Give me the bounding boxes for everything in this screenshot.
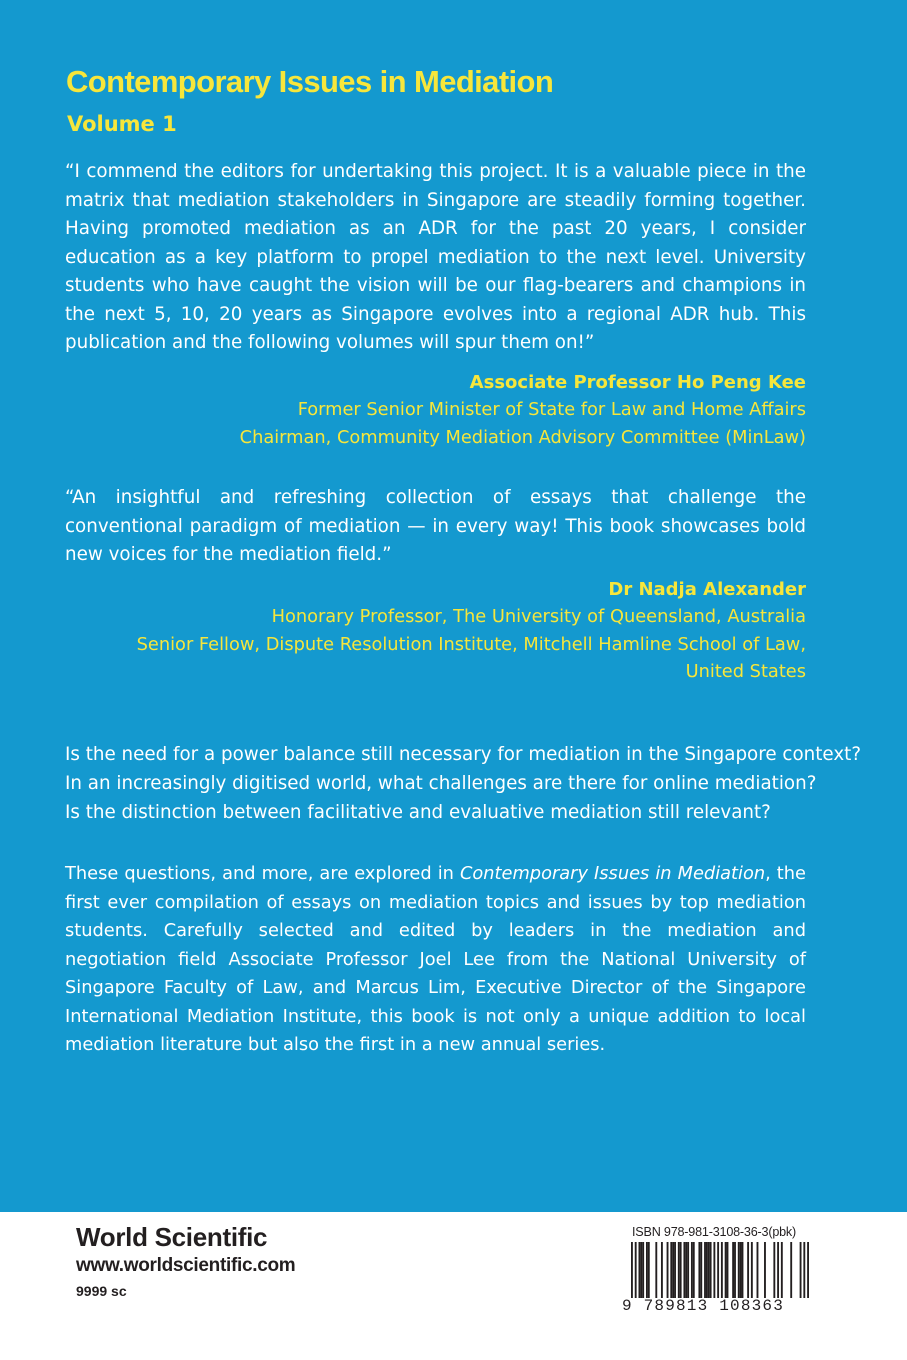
barcode-bar <box>710 1242 712 1298</box>
barcode-bar <box>698 1242 700 1298</box>
barcode-bar <box>721 1242 723 1298</box>
barcode-bar <box>700 1242 702 1298</box>
isbn-barcode <box>631 1242 809 1298</box>
description-body: , the first ever compilation of essays on mediation topics and issues by top mediation students. Carefully selected and edited by leaders in the mediation and negotiation field Associate Professor Joel Lee from the National University of Singapore Faculty of Law, and Marcus Lim, Executive Director of the Singapore International Mediation Institute, this book is not only a unique addition to local mediation literature but also the first in a new annual series. <box>65 863 806 1055</box>
endorser-name-2: Dr Nadja Alexander <box>608 579 806 600</box>
barcode-bar <box>693 1242 695 1298</box>
barcode-bar <box>683 1242 685 1298</box>
publisher-name: World Scientific <box>76 1222 268 1252</box>
endorser-title-5: United States <box>685 661 806 682</box>
barcode-bar <box>691 1242 693 1298</box>
barcode-bar <box>751 1242 753 1298</box>
isbn-label: ISBN 978-981-3108-36-3(pbk) <box>632 1225 797 1239</box>
barcode-digits: 9 789813 108363 <box>622 1297 785 1315</box>
endorser-title-4: Senior Fellow, Dispute Resolution Institute, Mitchell Hamline School of Law, <box>136 634 806 655</box>
barcode-bar <box>680 1242 682 1298</box>
barcode-bar <box>672 1242 674 1298</box>
barcode-bar <box>757 1242 759 1298</box>
question-3: Is the distinction between facilitative and evaluative mediation still relevant? <box>65 802 771 823</box>
barcode-bar <box>800 1242 802 1298</box>
barcode-bar <box>678 1242 680 1298</box>
barcode-bar <box>713 1242 715 1298</box>
barcode-bar <box>742 1242 744 1298</box>
barcode-bar <box>747 1242 749 1298</box>
barcode-bar <box>648 1242 650 1298</box>
barcode-bar <box>764 1242 766 1298</box>
barcode-bar <box>738 1242 740 1298</box>
barcode-bar <box>717 1242 719 1298</box>
question-1: Is the need for a power balance still necessary for mediation in the Singapore context? <box>65 744 862 765</box>
book-title: Contemporary Issues in Mediation <box>66 64 554 99</box>
barcode-bar <box>803 1242 805 1298</box>
barcode-bar <box>687 1242 689 1298</box>
barcode-bar <box>685 1242 687 1298</box>
barcode-bar <box>732 1242 734 1298</box>
barcode-bar <box>773 1242 775 1298</box>
barcode-bar <box>807 1242 809 1298</box>
barcode-bar <box>655 1242 657 1298</box>
endorser-title-3: Honorary Professor, The University of Queensland, Australia <box>271 606 806 627</box>
product-code: 9999 sc <box>76 1283 127 1299</box>
barcode-bar <box>734 1242 736 1298</box>
question-2: In an increasingly digitised world, what challenges are there for online mediation? <box>65 773 817 794</box>
endorsement-quote-1: “I commend the editors for undertaking this project. It is a valuable piece in the matrix that mediation stakeholders in Singapore are steadily forming together. Having promoted mediation as an ADR for the past 20 years, I consider education as a key platform to propel mediation to the next level. University students who have caught the vision will be our flag-bearers and champions in the next 5, 10, 20 years as Singapore evolves into a regional ADR hub. This publication and the following volumes will spur them on!” <box>65 161 806 353</box>
barcode-bar <box>781 1242 783 1298</box>
barcode-bar <box>708 1242 710 1298</box>
barcode-bar <box>638 1242 640 1298</box>
book-description <box>65 860 806 1060</box>
barcode-bar <box>670 1242 672 1298</box>
barcode-bar <box>790 1242 792 1298</box>
endorsement-quote-2: “An insightful and refreshing collection of essays that challenge the conventional paradigm of mediation — in every way! This book showcases bold new voices for the mediation field.” <box>65 487 806 565</box>
description-intro: These questions, and more, are explored in <box>65 863 460 884</box>
barcode-bar <box>674 1242 676 1298</box>
barcode-bar <box>725 1242 727 1298</box>
barcode-bar <box>704 1242 706 1298</box>
barcode-bar <box>631 1242 633 1298</box>
publisher-website: www.worldscientific.com <box>76 1255 296 1276</box>
description-book-title: Contemporary Issues in Mediation <box>459 863 766 884</box>
endorser-name-1: Associate Professor Ho Peng Kee <box>469 372 806 393</box>
barcode-bar <box>727 1242 729 1298</box>
barcode-bar <box>706 1242 708 1298</box>
barcode-bar <box>740 1242 742 1298</box>
barcode-bar <box>635 1242 637 1298</box>
barcode-bar <box>646 1242 648 1298</box>
barcode-bar <box>667 1242 669 1298</box>
barcode-bar <box>777 1242 779 1298</box>
endorser-title-2: Chairman, Community Mediation Advisory Committee (MinLaw) <box>239 427 806 448</box>
barcode-bar <box>642 1242 644 1298</box>
barcode-bar <box>661 1242 663 1298</box>
volume-label: Volume 1 <box>67 112 177 136</box>
barcode-bar <box>640 1242 642 1298</box>
endorser-title-1: Former Senior Minister of State for Law and Home Affairs <box>297 399 806 420</box>
